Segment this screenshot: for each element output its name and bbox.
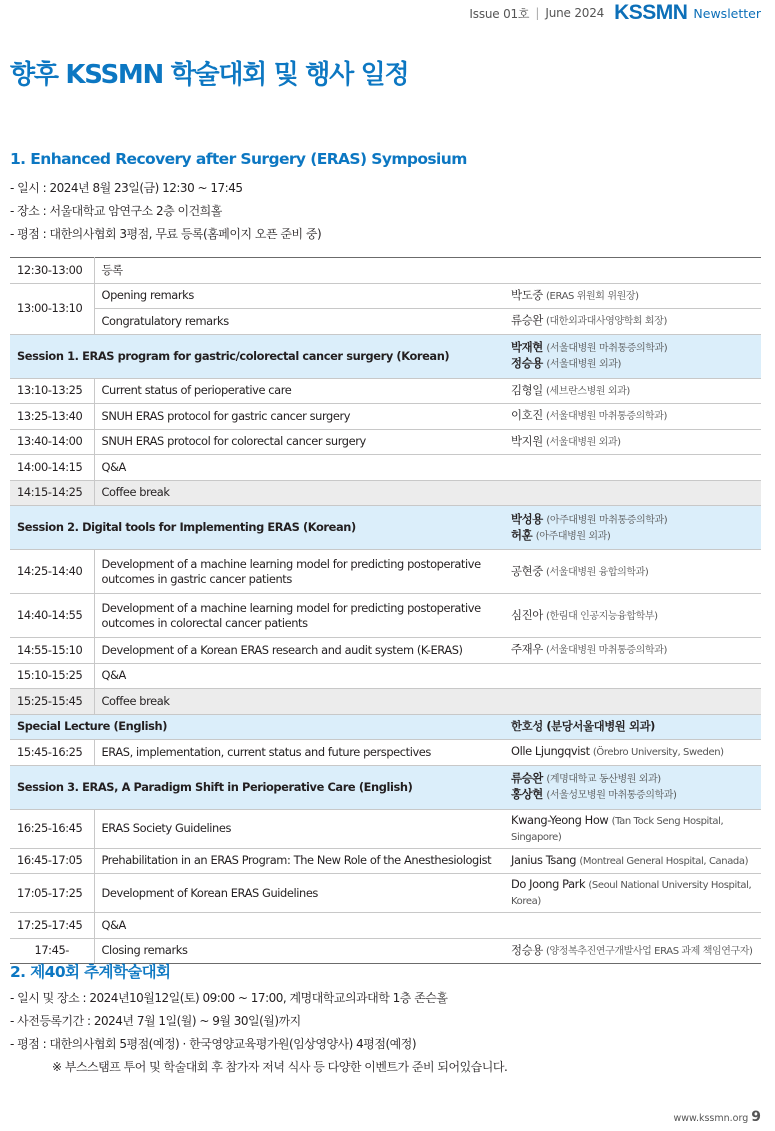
session-title: Session 2. Digital tools for Implementing ERAS (Korean)	[10, 506, 504, 550]
speaker-name: 박지원	[511, 433, 543, 448]
section1-credit: - 평점 : 대한의사협회 3평점, 무료 등록(홈페이지 오픈 준비 중)	[10, 227, 322, 241]
speaker-cell	[504, 913, 761, 939]
page-footer	[674, 1109, 761, 1125]
issue-date: June 2024	[545, 6, 605, 20]
footer-url: www.kssmn.org	[673, 1113, 749, 1124]
session-row	[10, 765, 761, 809]
speaker-cell	[504, 689, 761, 715]
table-row	[10, 663, 761, 689]
table-row	[10, 309, 761, 335]
time-cell: 14:25-14:40	[10, 550, 94, 594]
speaker-name: 박도중	[511, 287, 543, 302]
speaker-cell	[504, 283, 761, 309]
speaker-cell	[504, 455, 761, 481]
speaker-name: 심진아	[511, 607, 543, 622]
table-row	[10, 283, 761, 309]
break-row	[10, 480, 761, 506]
title-cell: SNUH ERAS protocol for colorectal cancer surgery	[94, 429, 504, 455]
speaker-affiliation: (Örebro University, Sweden)	[592, 747, 724, 759]
time-cell: 16:45-17:05	[10, 848, 94, 874]
issue-label: Issue 01호	[469, 6, 530, 21]
page-number: 9	[751, 1109, 761, 1125]
title-cell: Current status of perioperative care	[94, 378, 504, 404]
symposium-schedule-table	[10, 257, 761, 964]
title-cell: Coffee break	[94, 689, 504, 715]
title-cell: Closing remarks	[94, 938, 504, 964]
title-cell: Development of a Korean ERAS research and audit system (K-ERAS)	[94, 638, 504, 664]
chair-affiliation: (서울대병원 마취통증의학과)	[546, 343, 668, 354]
title-cell: Development of a machine learning model for predicting postoperative outcomes in colorectal cancer patients	[94, 594, 504, 638]
speaker-affiliation: (Tan Tock Seng Hospital, Singapore)	[511, 815, 724, 843]
chair-name: 홍상현	[511, 787, 543, 801]
speaker-cell	[504, 480, 761, 506]
chair-name: 류승완	[511, 771, 543, 785]
chair-cell: 한호성 (분당서울대병원 외과)	[504, 714, 761, 740]
title-cell: Q&A	[94, 455, 504, 481]
speaker-name: 이호진	[511, 408, 543, 423]
chair-affiliation: (아주대병원 마취통증의학과)	[546, 514, 668, 526]
page-title: 향후 KSSMN 학술대회 및 행사 일정	[10, 60, 409, 90]
time-cell: 13:40-14:00	[10, 429, 94, 455]
table-row	[10, 740, 761, 766]
time-cell: 14:55-15:10	[10, 638, 94, 664]
speaker-affiliation: (서울대병원 마취통증의학과)	[546, 645, 667, 657]
speaker-cell	[504, 638, 761, 664]
speaker-cell	[504, 663, 761, 689]
speaker-affiliation: (대한외과대사영양학회 회장)	[546, 316, 667, 328]
speaker-cell	[504, 874, 761, 913]
chair-affiliation: (서울성모병원 마취통증의학과)	[546, 790, 677, 801]
speaker-cell	[504, 740, 761, 766]
speaker-affiliation: (Seoul National University Hospital, Korea)	[511, 880, 752, 907]
title-cell: Q&A	[94, 913, 504, 939]
speaker-name: Janius Tsang	[511, 852, 577, 867]
chair-name: 박성용	[511, 511, 543, 526]
title-cell: ERAS, implementation, current status and future perspectives	[94, 740, 504, 766]
table-row	[10, 550, 761, 594]
speaker-affiliation: (양정복추진연구개발사업 ERAS 과제 책임연구자)	[546, 945, 753, 957]
speaker-name: Do Joong Park	[511, 877, 586, 891]
speaker-cell	[504, 404, 761, 430]
table-row	[10, 455, 761, 481]
section2-heading: 2. 제40회 추계학술대회	[10, 963, 171, 981]
title-cell: Development of Korean ERAS Guidelines	[94, 874, 504, 913]
chair-affiliation: (계명대학교 동산병원 외과)	[546, 774, 661, 785]
speaker-name: 김형일	[511, 382, 543, 397]
title-cell: Coffee break	[94, 480, 504, 506]
speaker-affiliation: (ERAS 위원회 위원장)	[546, 290, 639, 302]
title-cell: 등록	[94, 258, 504, 284]
speaker-name: Kwang-Yeong How	[511, 812, 609, 827]
time-cell: 14:00-14:15	[10, 455, 94, 481]
speaker-cell	[504, 594, 761, 638]
title-cell: Prehabilitation in an ERAS Program: The New Role of the Anesthesiologist	[94, 848, 504, 874]
session-row	[10, 334, 761, 378]
section2-registration: - 사전등록기간 : 2024년 7월 1일(월) ~ 9월 30일(월)까지	[10, 1014, 301, 1028]
speaker-name: 주재우	[511, 642, 543, 657]
section1-heading: 1. Enhanced Recovery after Surgery (ERAS) Symposium	[10, 150, 467, 168]
time-cell: 12:30-13:00	[10, 258, 94, 284]
time-cell: 14:15-14:25	[10, 480, 94, 506]
time-cell: 16:25-16:45	[10, 809, 94, 848]
time-cell: 17:05-17:25	[10, 874, 94, 913]
chair-name: 허훈	[511, 527, 533, 542]
speaker-affiliation: (Montreal General Hospital, Canada)	[579, 855, 749, 867]
title-cell: SNUH ERAS protocol for gastric cancer surgery	[94, 404, 504, 430]
chair-affiliation: (아주대병원 외과)	[535, 530, 611, 542]
section1-date: - 일시 : 2024년 8월 23일(금) 12:30 ~ 17:45	[10, 181, 243, 195]
chair-name: 정승용	[511, 356, 543, 370]
newsletter-header	[469, 0, 761, 26]
speaker-affiliation: (세브란스병원 외과)	[546, 385, 630, 397]
time-cell: 15:45-16:25	[10, 740, 94, 766]
time-cell: 13:25-13:40	[10, 404, 94, 430]
time-cell: 13:10-13:25	[10, 378, 94, 404]
time-cell: 14:40-14:55	[10, 594, 94, 638]
time-cell: 15:10-15:25	[10, 663, 94, 689]
table-row	[10, 378, 761, 404]
chair-cell	[504, 765, 761, 809]
session-title: Session 1. ERAS program for gastric/colorectal cancer surgery (Korean)	[10, 334, 504, 378]
speaker-name: Olle Ljungqvist	[511, 744, 590, 759]
time-cell: 15:25-15:45	[10, 689, 94, 715]
table-row	[10, 809, 761, 848]
section2-credit: - 평점 : 대한의사협회 5평점(예정) · 한국영양교육평가원(임상영양사) 4평점(예정)	[10, 1037, 417, 1051]
speaker-cell	[504, 938, 761, 964]
speaker-cell	[504, 258, 761, 284]
table-row	[10, 404, 761, 430]
speaker-name: 정승용	[511, 942, 543, 957]
speaker-affiliation: (서울대병원 외과)	[546, 436, 621, 448]
header-separator: |	[535, 6, 540, 20]
special-lecture-row	[10, 714, 761, 740]
chair-cell	[504, 506, 761, 550]
title-cell: Congratulatory remarks	[94, 309, 504, 335]
title-cell: ERAS Society Guidelines	[94, 809, 504, 848]
speaker-affiliation: (한림대 인공지능융합학부)	[546, 610, 658, 622]
kssmn-logo: KSSMN	[614, 1, 688, 24]
time-cell: 17:25-17:45	[10, 913, 94, 939]
table-row	[10, 638, 761, 664]
newsletter-label: Newsletter	[693, 5, 761, 21]
speaker-cell	[504, 378, 761, 404]
table-row	[10, 594, 761, 638]
title-cell: Opening remarks	[94, 283, 504, 309]
session-row	[10, 506, 761, 550]
table-row	[10, 913, 761, 939]
time-cell: 13:00-13:10	[10, 283, 94, 334]
speaker-cell	[504, 550, 761, 594]
section2-date-place: - 일시 및 장소 : 2024년10월12일(토) 09:00 ~ 17:00, 계명대학교의과대학 1층 존슨홀	[10, 991, 448, 1005]
speaker-name: 류승완	[511, 313, 543, 328]
break-row	[10, 689, 761, 715]
table-row	[10, 429, 761, 455]
speaker-name: 공현중	[511, 563, 543, 578]
table-row	[10, 258, 761, 284]
speaker-cell	[504, 309, 761, 335]
section2-note: ※ 부스스탬프 투어 및 학술대회 후 참가자 저녁 식사 등 다양한 이벤트가 준비 되어있습니다.	[52, 1060, 508, 1074]
title-cell: Q&A	[94, 663, 504, 689]
speaker-cell	[504, 429, 761, 455]
chair-name: 박재현	[511, 340, 543, 354]
table-row	[10, 874, 761, 913]
lecture-title: Special Lecture (English)	[10, 714, 504, 740]
speaker-affiliation: (서울대병원 마취통증의학과)	[546, 411, 667, 423]
chair-affiliation: (서울대병원 외과)	[546, 359, 621, 370]
speaker-affiliation: (서울대병원 융합의학과)	[546, 566, 649, 578]
table-row	[10, 848, 761, 874]
title-cell: Development of a machine learning model for predicting postoperative outcomes in gastric cancer patients	[94, 550, 504, 594]
section1-place: - 장소 : 서울대학교 암연구소 2층 이건희홀	[10, 204, 222, 218]
speaker-cell	[504, 809, 761, 848]
chair-cell	[504, 334, 761, 378]
speaker-cell	[504, 848, 761, 874]
time-cell: 17:45-	[10, 938, 94, 964]
session-title: Session 3. ERAS, A Paradigm Shift in Perioperative Care (English)	[10, 765, 504, 809]
